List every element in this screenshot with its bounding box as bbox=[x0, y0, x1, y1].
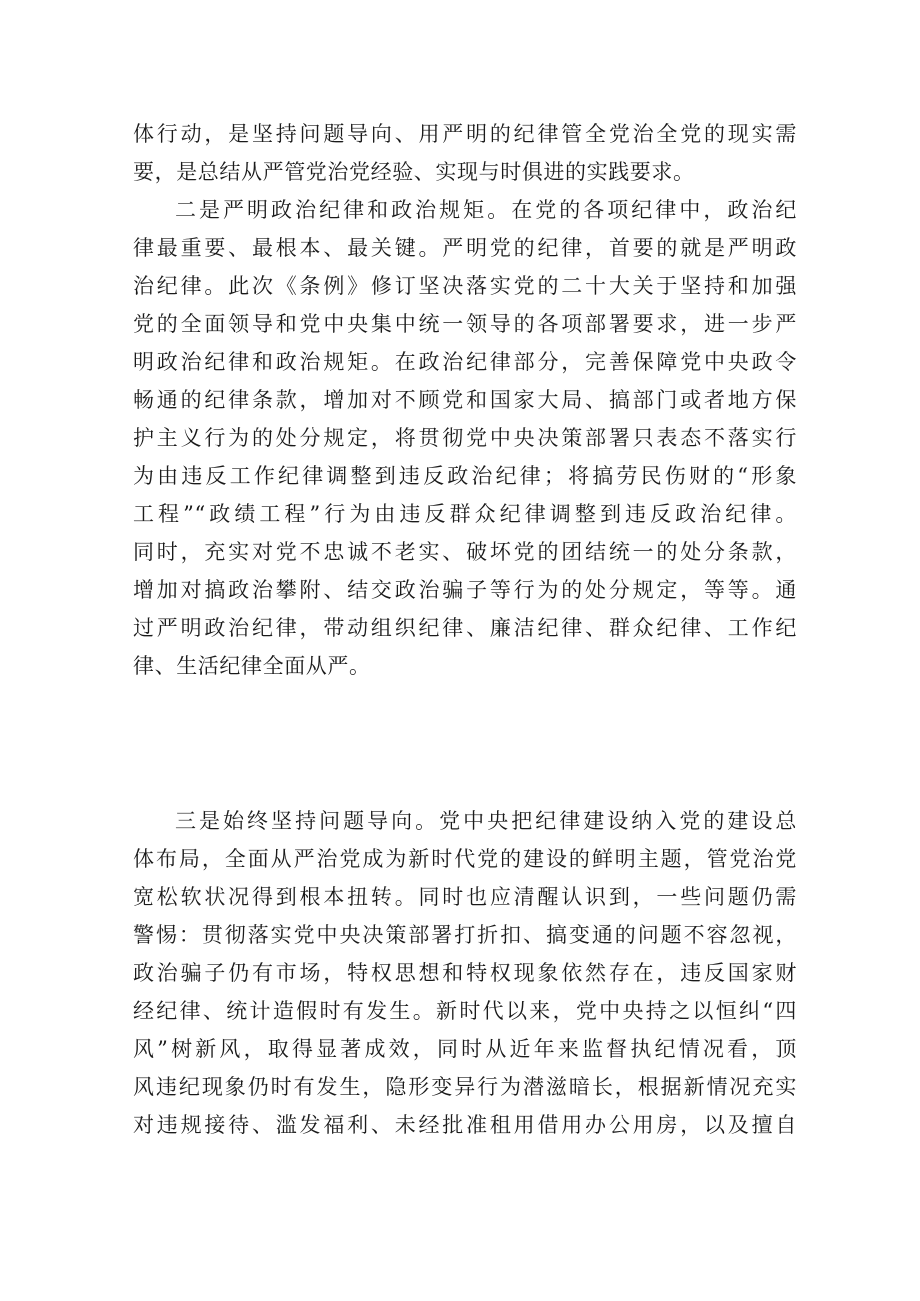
text-line: 律最重要、最根本、最关键。严明党的纪律，首要的就是严明政 bbox=[133, 236, 797, 260]
text-line: 三是始终坚持问题导向。党中央把纪律建设纳入党的建设总 bbox=[175, 809, 797, 833]
text-line: 治纪律。此次《条例》修订坚决落实党的二十大关于坚持和加强 bbox=[133, 274, 797, 298]
text-line: 警惕：贯彻落实党中央决策部署打折扣、搞变通的问题不容忽视， bbox=[133, 923, 797, 947]
text-line: 风违纪现象仍时有发生，隐形变异行为潜滋暗长，根据新情况充实 bbox=[133, 1075, 797, 1099]
text-line: 同时，充实对党不忠诚不老实、破坏党的团结统一的处分条款， bbox=[133, 540, 797, 564]
text-line: 律、生活纪律全面从严。 bbox=[133, 654, 371, 678]
text-line: 要，是总结从严管党治党经验、实现与时俱进的实践要求。 bbox=[133, 160, 695, 184]
text-line: 对违规接待、滥发福利、未经批准租用借用办公用房，以及擅自 bbox=[133, 1113, 797, 1137]
text-line: 二是严明政治纪律和政治规矩。在党的各项纪律中，政治纪 bbox=[175, 198, 797, 222]
paragraph-problem-orientation bbox=[133, 802, 797, 1144]
text-line: 畅通的纪律条款，增加对不顾党和国家大局、搞部门或者地方保 bbox=[133, 388, 797, 412]
text-line: 体行动，是坚持问题导向、用严明的纪律管全党治全党的现实需 bbox=[133, 122, 797, 146]
text-line: 经纪律、统计造假时有发生。新时代以来，党中央持之以恒纠“四 bbox=[133, 999, 797, 1023]
paragraph-political-discipline bbox=[133, 191, 797, 685]
text-line: 风”树新风，取得显著成效，同时从近年来监督执纪情况看，顶 bbox=[133, 1037, 797, 1061]
text-line: 党的全面领导和党中央集中统一领导的各项部署要求，进一步严 bbox=[133, 312, 797, 336]
text-line: 工程”“政绩工程”行为由违反群众纪律调整到违反政治纪律。 bbox=[133, 502, 797, 526]
text-line: 体布局，全面从严治党成为新时代党的建设的鲜明主题，管党治党 bbox=[133, 847, 797, 871]
text-line: 宽松软状况得到根本扭转。同时也应清醒认识到，一些问题仍需 bbox=[133, 885, 797, 909]
text-line: 护主义行为的处分规定，将贯彻党中央决策部署只表态不落实行 bbox=[133, 426, 797, 450]
text-line: 政治骗子仍有市场，特权思想和特权现象依然存在，违反国家财 bbox=[133, 961, 797, 985]
text-line: 为由违反工作纪律调整到违反政治纪律；将搞劳民伤财的“形象 bbox=[133, 464, 797, 488]
text-line: 明政治纪律和政治规矩。在政治纪律部分，完善保障党中央政令 bbox=[133, 350, 797, 374]
text-line: 过严明政治纪律，带动组织纪律、廉洁纪律、群众纪律、工作纪 bbox=[133, 616, 797, 640]
paragraph-continuation bbox=[133, 115, 797, 191]
text-line: 增加对搞政治攀附、结交政治骗子等行为的处分规定，等等。通 bbox=[133, 578, 797, 602]
